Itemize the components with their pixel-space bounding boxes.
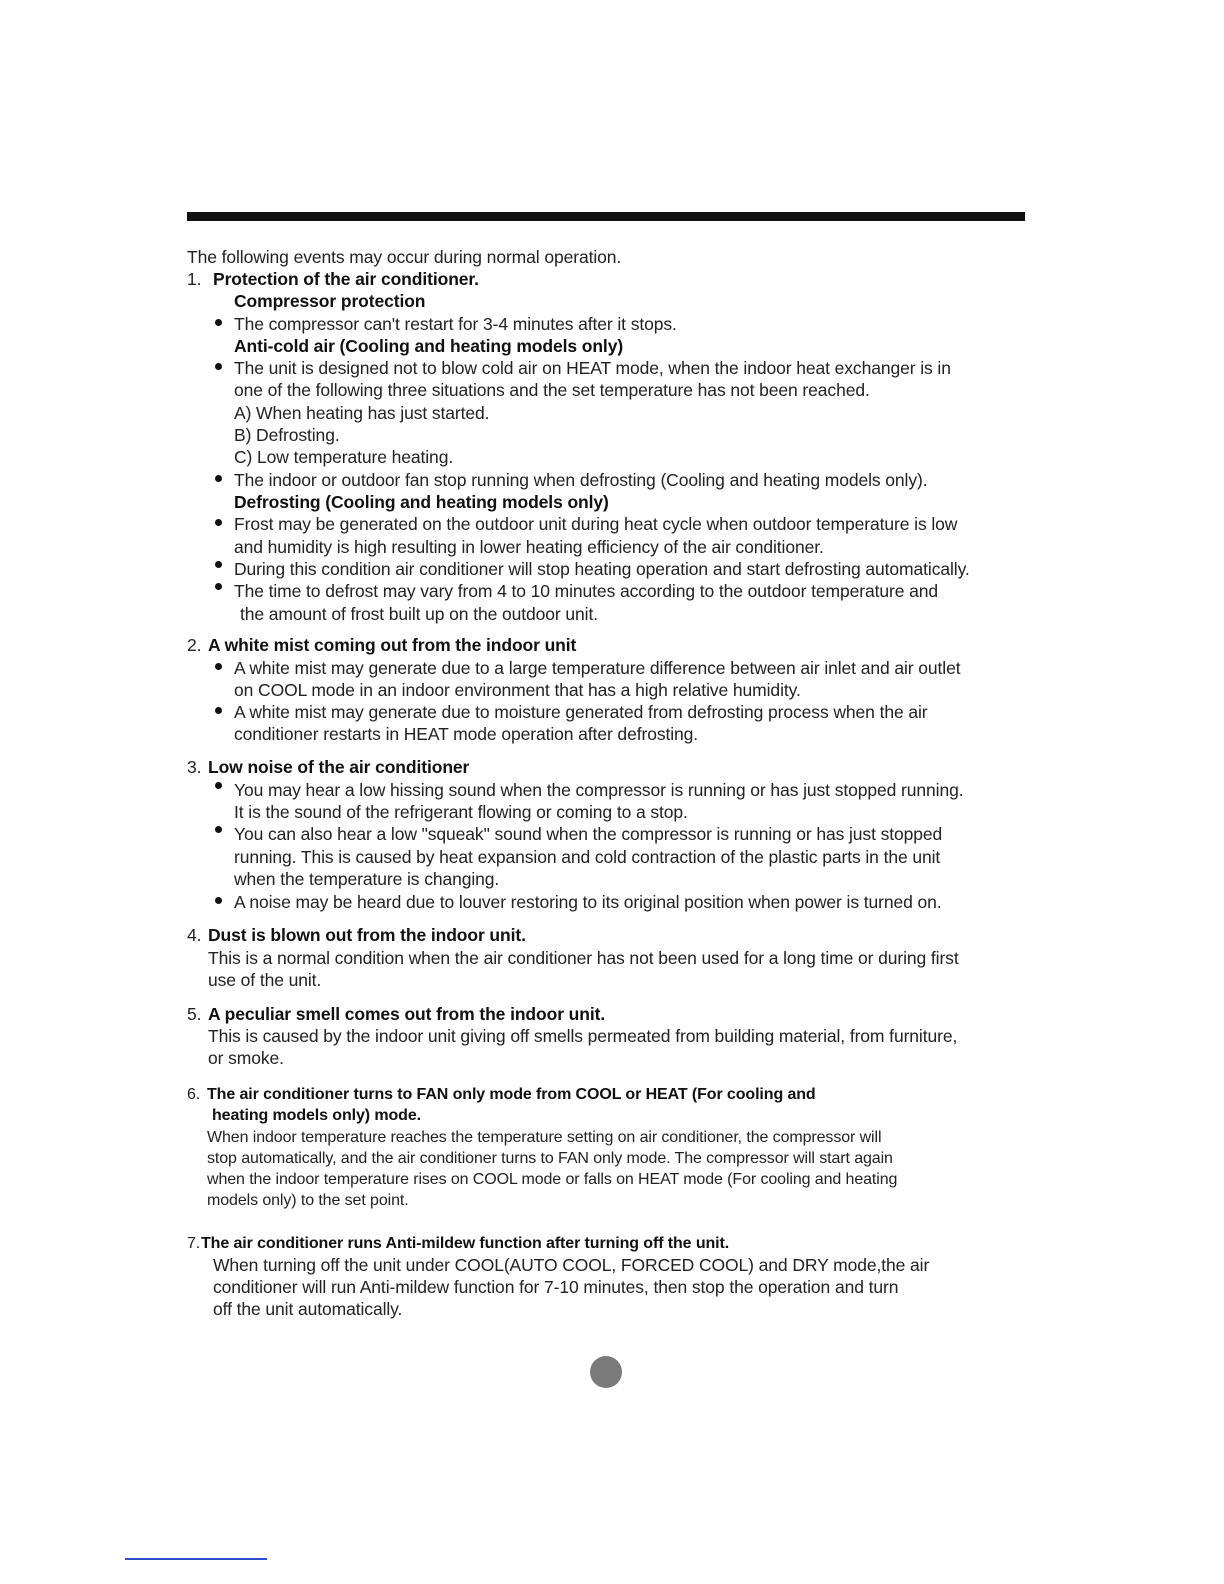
mist-bullet-1-line-1: A white mist may generate due to a large temperature difference between air inlet and air outlet	[234, 658, 961, 678]
noise-bullet-2-line-3: when the temperature is changing.	[234, 869, 500, 889]
header-rule	[187, 212, 1025, 221]
bullet-icon	[215, 897, 222, 904]
defrost-bullet-3-line-1: The time to defrost may vary from 4 to 10 minutes according to the outdoor temperature and	[234, 581, 938, 601]
section-2-title: A white mist coming out from the indoor unit	[208, 635, 577, 655]
fan-mode-text-line-2: stop automatically, and the air conditioner turns to FAN only mode. The compressor will start again	[207, 1150, 893, 1167]
noise-bullet-1-line-1: You may hear a low hissing sound when the compressor is running or has just stopped running.	[234, 780, 964, 800]
anti-cold-bullet-line-1: The unit is designed not to blow cold air on HEAT mode, when the indoor heat exchanger is in	[234, 358, 951, 378]
bullet-icon	[215, 561, 222, 568]
section-4-number: 4.	[187, 925, 202, 945]
bullet-icon	[215, 663, 222, 670]
fan-stop-bullet-text: The indoor or outdoor fan stop running when defrosting (Cooling and heating models only).	[234, 470, 928, 490]
section-6-number: 6.	[187, 1086, 201, 1103]
bullet-icon	[215, 319, 222, 326]
intro-text: The following events may occur during normal operation.	[187, 247, 622, 267]
defrost-bullet-1-line-2: and humidity is high resulting in lower heating efficiency of the air conditioner.	[234, 537, 824, 557]
fan-mode-text-line-4: models only) to the set point.	[207, 1192, 409, 1209]
section-7-number: 7.	[187, 1235, 201, 1252]
footer-link-underline	[125, 1558, 267, 1560]
fan-mode-text-line-1: When indoor temperature reaches the temperature setting on air conditioner, the compressor will	[207, 1129, 882, 1146]
section-5-number: 5.	[187, 1004, 202, 1024]
mist-bullet-1-line-2: on COOL mode in an indoor environment that has a high relative humidity.	[234, 680, 801, 700]
section-3-title: Low noise of the air conditioner	[208, 757, 470, 777]
noise-bullet-3: A noise may be heard due to louver restoring to its original position when power is turned on.	[234, 892, 942, 912]
dust-text-line-2: use of the unit.	[208, 970, 322, 990]
bullet-icon	[215, 363, 222, 370]
noise-bullet-2-line-2: running. This is caused by heat expansion and cold contraction of the plastic parts in the unit	[234, 847, 941, 867]
bullet-icon	[215, 475, 222, 482]
mist-bullet-2-line-1: A white mist may generate due to moisture generated from defrosting process when the air	[234, 702, 928, 722]
anti-cold-bullet-line-2: one of the following three situations and the set temperature has not been reached.	[234, 380, 870, 400]
section-1-number: 1.	[187, 269, 202, 289]
compressor-bullet-text: The compressor can't restart for 3-4 minutes after it stops.	[234, 314, 677, 334]
page-number-circle-icon	[590, 1356, 622, 1388]
bullet-icon	[215, 782, 222, 789]
dust-text-line-1: This is a normal condition when the air conditioner has not been used for a long time or during first	[208, 948, 959, 968]
defrost-bullet-1-line-1: Frost may be generated on the outdoor unit during heat cycle when outdoor temperature is low	[234, 514, 958, 534]
anti-mildew-text-line-1: When turning off the unit under COOL(AUTO COOL, FORCED COOL) and DRY mode,the air	[213, 1255, 930, 1275]
anti-cold-item-c: C) Low temperature heating.	[234, 447, 454, 467]
section-5-title: A peculiar smell comes out from the indoor unit.	[208, 1004, 606, 1024]
noise-bullet-2-line-1: You can also hear a low "squeak" sound when the compressor is running or has just stopped	[234, 824, 943, 844]
section-6-title-line-2: heating models only) mode.	[212, 1107, 421, 1124]
section-6-title-line-1: The air conditioner turns to FAN only mode from COOL or HEAT (For cooling and	[207, 1086, 816, 1103]
compressor-protection-heading: Compressor protection	[234, 291, 426, 311]
section-3-number: 3.	[187, 757, 202, 777]
bullet-icon	[215, 519, 222, 526]
section-7-title: The air conditioner runs Anti-mildew function after turning off the unit.	[201, 1235, 730, 1252]
defrost-bullet-2: During this condition air conditioner will stop heating operation and start defrosting automatically.	[234, 559, 970, 579]
anti-cold-item-b: B) Defrosting.	[234, 425, 340, 445]
noise-bullet-1-line-2: It is the sound of the refrigerant flowing or coming to a stop.	[234, 802, 688, 822]
defrost-bullet-3-line-2: the amount of frost built up on the outdoor unit.	[240, 604, 598, 624]
fan-mode-text-line-3: when the indoor temperature rises on COOL mode or falls on HEAT mode (For cooling and heating	[207, 1171, 898, 1188]
section-2-number: 2.	[187, 635, 202, 655]
smell-text-line-1: This is caused by the indoor unit giving off smells permeated from building material, from furniture,	[208, 1026, 958, 1046]
anti-mildew-text-line-3: off the unit automatically.	[213, 1299, 403, 1319]
defrosting-heading: Defrosting (Cooling and heating models only)	[234, 492, 609, 512]
bullet-icon	[215, 583, 222, 590]
bullet-icon	[215, 826, 222, 833]
bullet-icon	[215, 707, 222, 714]
section-4-title: Dust is blown out from the indoor unit.	[208, 925, 526, 945]
smell-text-line-2: or smoke.	[208, 1048, 284, 1068]
section-1-title: Protection of the air conditioner.	[213, 269, 479, 289]
anti-cold-item-a: A) When heating has just started.	[234, 403, 490, 423]
anti-cold-air-heading: Anti-cold air (Cooling and heating models only)	[234, 336, 624, 356]
anti-mildew-text-line-2: conditioner will run Anti-mildew function for 7-10 minutes, then stop the operation and turn	[213, 1277, 899, 1297]
mist-bullet-2-line-2: conditioner restarts in HEAT mode operation after defrosting.	[234, 724, 699, 744]
